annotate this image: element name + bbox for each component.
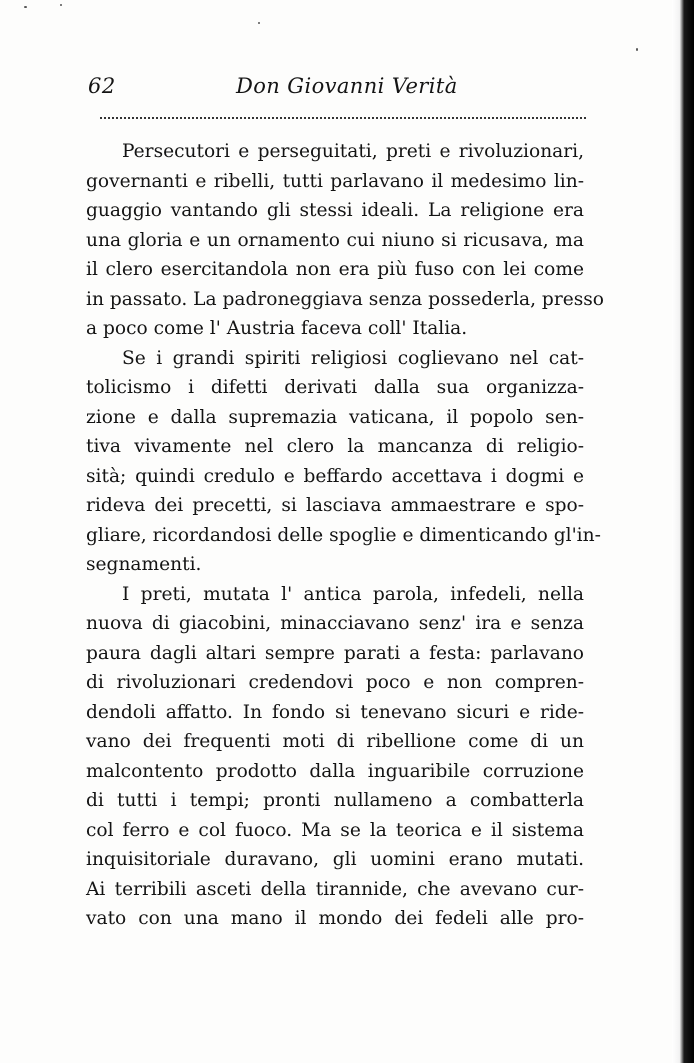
body-text (86, 137, 605, 934)
text-line: malcontento prodotto dalla inguaribile corruzione (86, 760, 584, 782)
header-rule (100, 117, 586, 119)
page-header (88, 70, 608, 110)
text-line: vano dei frequenti moti di ribellione come di un (86, 731, 584, 752)
text-line: inquisitoriale duravano, gli uomini erano mutati. (86, 849, 584, 870)
text-line: di rivoluzionari credendovi poco e non compren- (86, 672, 584, 693)
text-line: paura dagli altari sempre parati a festa: parlavano (86, 642, 584, 664)
text-line: dendoli affatto. In fondo si tenevano sicuri e ride- (86, 701, 584, 723)
scan-speck (60, 4, 62, 6)
running-head: Don Giovanni Verità (236, 74, 458, 98)
text-line: di tutti i tempi; pronti nullameno a combatterla (86, 790, 584, 811)
scan-speck (24, 6, 27, 8)
text-line: in passato. La padroneggiava senza possederla, presso (86, 288, 605, 310)
text-line: tiva vivamente nel clero la mancanza di religio- (86, 436, 584, 457)
page-number: 62 (88, 74, 116, 98)
page-edge-shadow (672, 0, 694, 1063)
text-line: tolicismo i difetti derivati dalla sua organizza- (86, 377, 584, 398)
text-line: guaggio vantando gli stessi ideali. La religione era (86, 200, 584, 221)
text-line: Persecutori e perseguitati, preti e rivoluzionari, (122, 141, 584, 162)
text-line: zione e dalla supremazia vaticana, il popolo sen- (86, 406, 584, 428)
scan-speck (258, 22, 260, 24)
text-line: sità; quindi credulo e beffardo accettava i dogmi e (86, 465, 584, 487)
text-line: governanti e ribelli, tutti parlavano il medesimo lin- (86, 170, 584, 192)
text-line: gliare, ricordandosi delle spoglie e dimenticando gl'in- (86, 524, 601, 546)
text-line: Ai terribili asceti della tirannide, che avevano cur- (86, 878, 584, 900)
text-line: Se i grandi spiriti religiosi coglievano nel cat- (122, 347, 584, 369)
text-line: vato con una mano il mondo dei fedeli alle pro- (86, 908, 584, 929)
text-line: il clero esercitandola non era più fuso con lei come (86, 259, 584, 280)
scan-speck (636, 48, 638, 51)
text-line: I preti, mutata l' antica parola, infedeli, nella (122, 583, 584, 605)
text-line: rideva dei precetti, si lasciava ammaestrare e spo- (86, 495, 584, 516)
text-line: nuova di giacobini, minacciavano senz' ira e senza (86, 613, 584, 634)
text-line: segnamenti. (86, 554, 202, 575)
text-line: col ferro e col fuoco. Ma se la teorica e il sistema (86, 819, 584, 841)
text-line: a poco come l' Austria faceva coll' Italia. (86, 318, 468, 339)
text-line: una gloria e un ornamento cui niuno si ricusava, ma (86, 229, 584, 251)
